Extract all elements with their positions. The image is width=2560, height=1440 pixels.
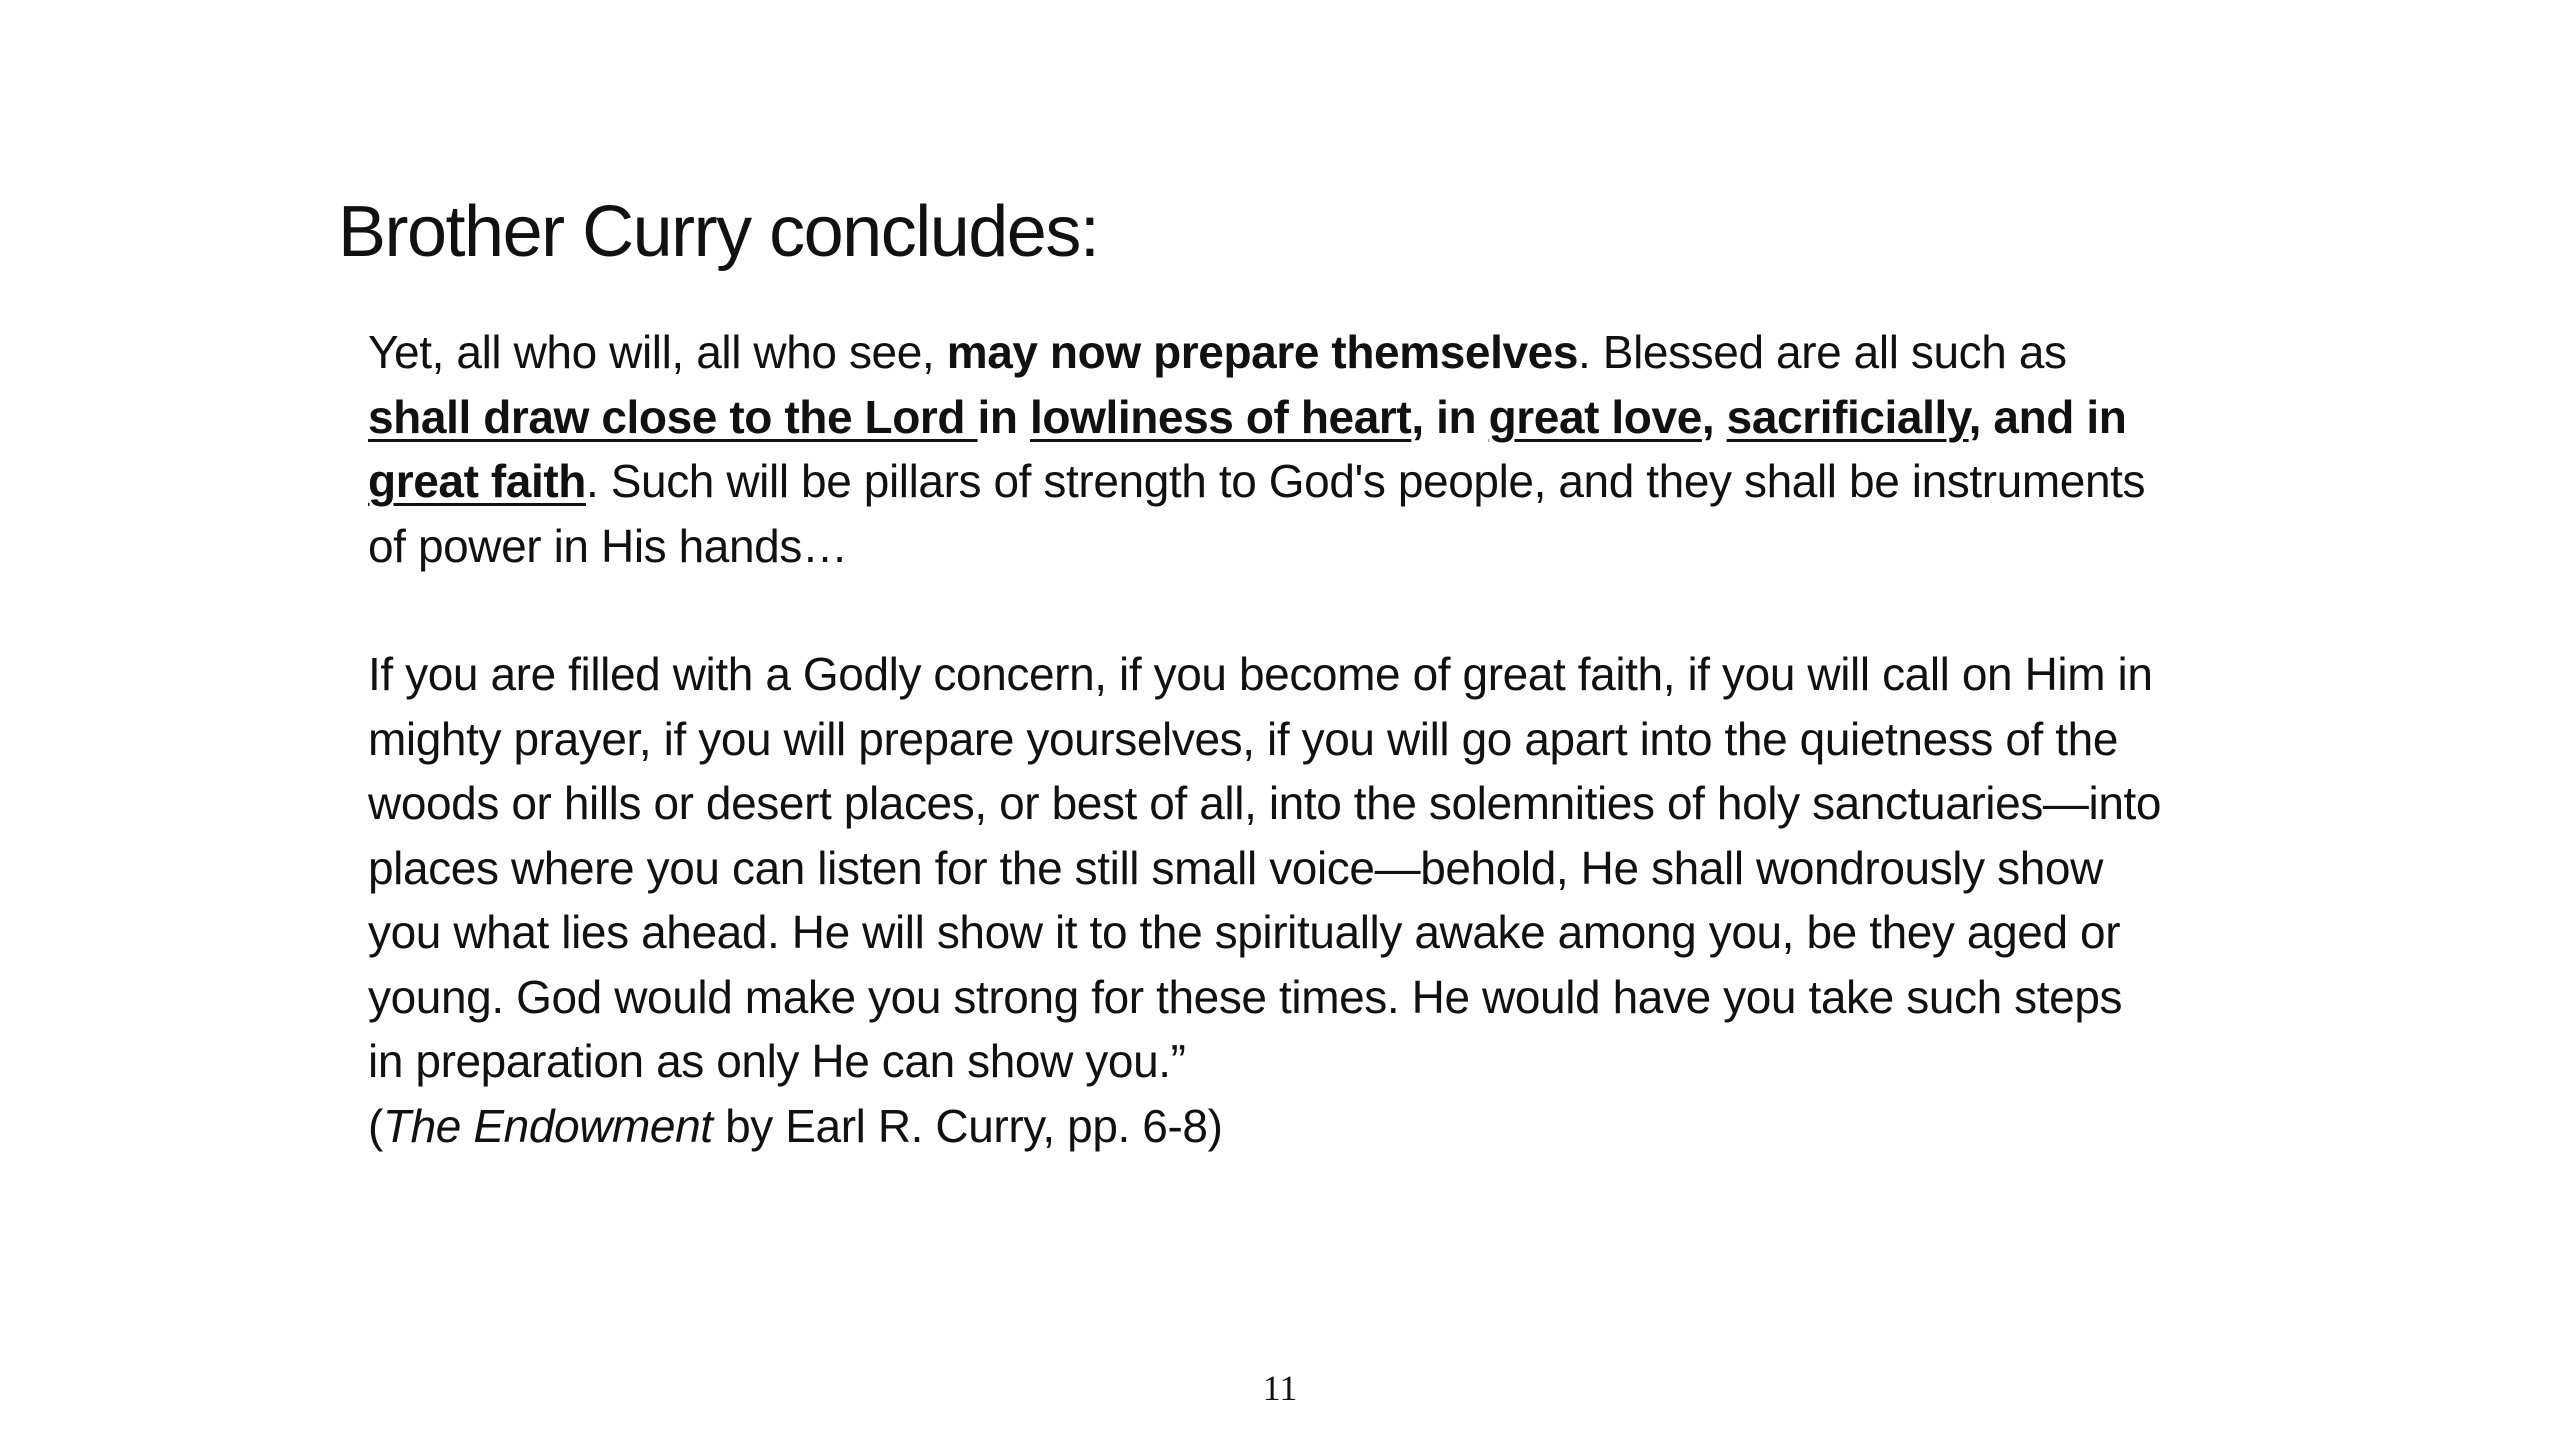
quote-paragraph-1 <box>368 320 2168 578</box>
bold-underlined-text: sacrificially <box>1726 390 1969 443</box>
bold-text: , in <box>1411 390 1489 443</box>
citation-work-title: The Endowment <box>382 1099 713 1152</box>
text-span: . Such will be pillars of strength to God's people, and they shall be instruments of power in His hands… <box>368 455 2146 572</box>
text-span: . Blessed are all such as <box>1578 326 2067 378</box>
quote-body <box>368 320 2168 1158</box>
bold-text: in <box>977 390 1030 443</box>
bold-text: , and in <box>1968 390 2127 443</box>
quote-paragraph-2: If you are filled with a Godly concern, if you become of great faith, if you will call on Him in mighty prayer, if you will prepare yourselves, if you will go apart into the quietness of the woods or hills or desert places, or best of all, into the solemnities of holy sanctuaries—into places where you can listen for the still small voice—behold, He shall wondrously show you what lies ahead. He will show it to the spiritually awake among you, be they aged or young. God would make you strong for these times. He would have you take such steps in preparation as only He can show you.” <box>368 648 2162 1087</box>
bold-text: may now prepare themselves <box>946 326 1579 378</box>
bold-underlined-text: great faith <box>368 455 586 507</box>
bold-underlined-text: lowliness of heart <box>1029 390 1412 443</box>
bold-text: , <box>1701 390 1727 443</box>
slide-title: Brother Curry concludes: <box>338 192 1099 272</box>
bold-underlined-text: shall draw close to the Lord <box>368 390 978 443</box>
citation-details: by Earl R. Curry, pp. 6-8) <box>712 1099 1223 1152</box>
text-span: Yet, all who will, all who see, <box>368 326 947 378</box>
citation <box>368 1094 2168 1159</box>
page-number: 11 <box>1262 1368 1298 1408</box>
bold-underlined-text: great love <box>1488 390 1702 443</box>
citation-open: ( <box>368 1099 383 1152</box>
